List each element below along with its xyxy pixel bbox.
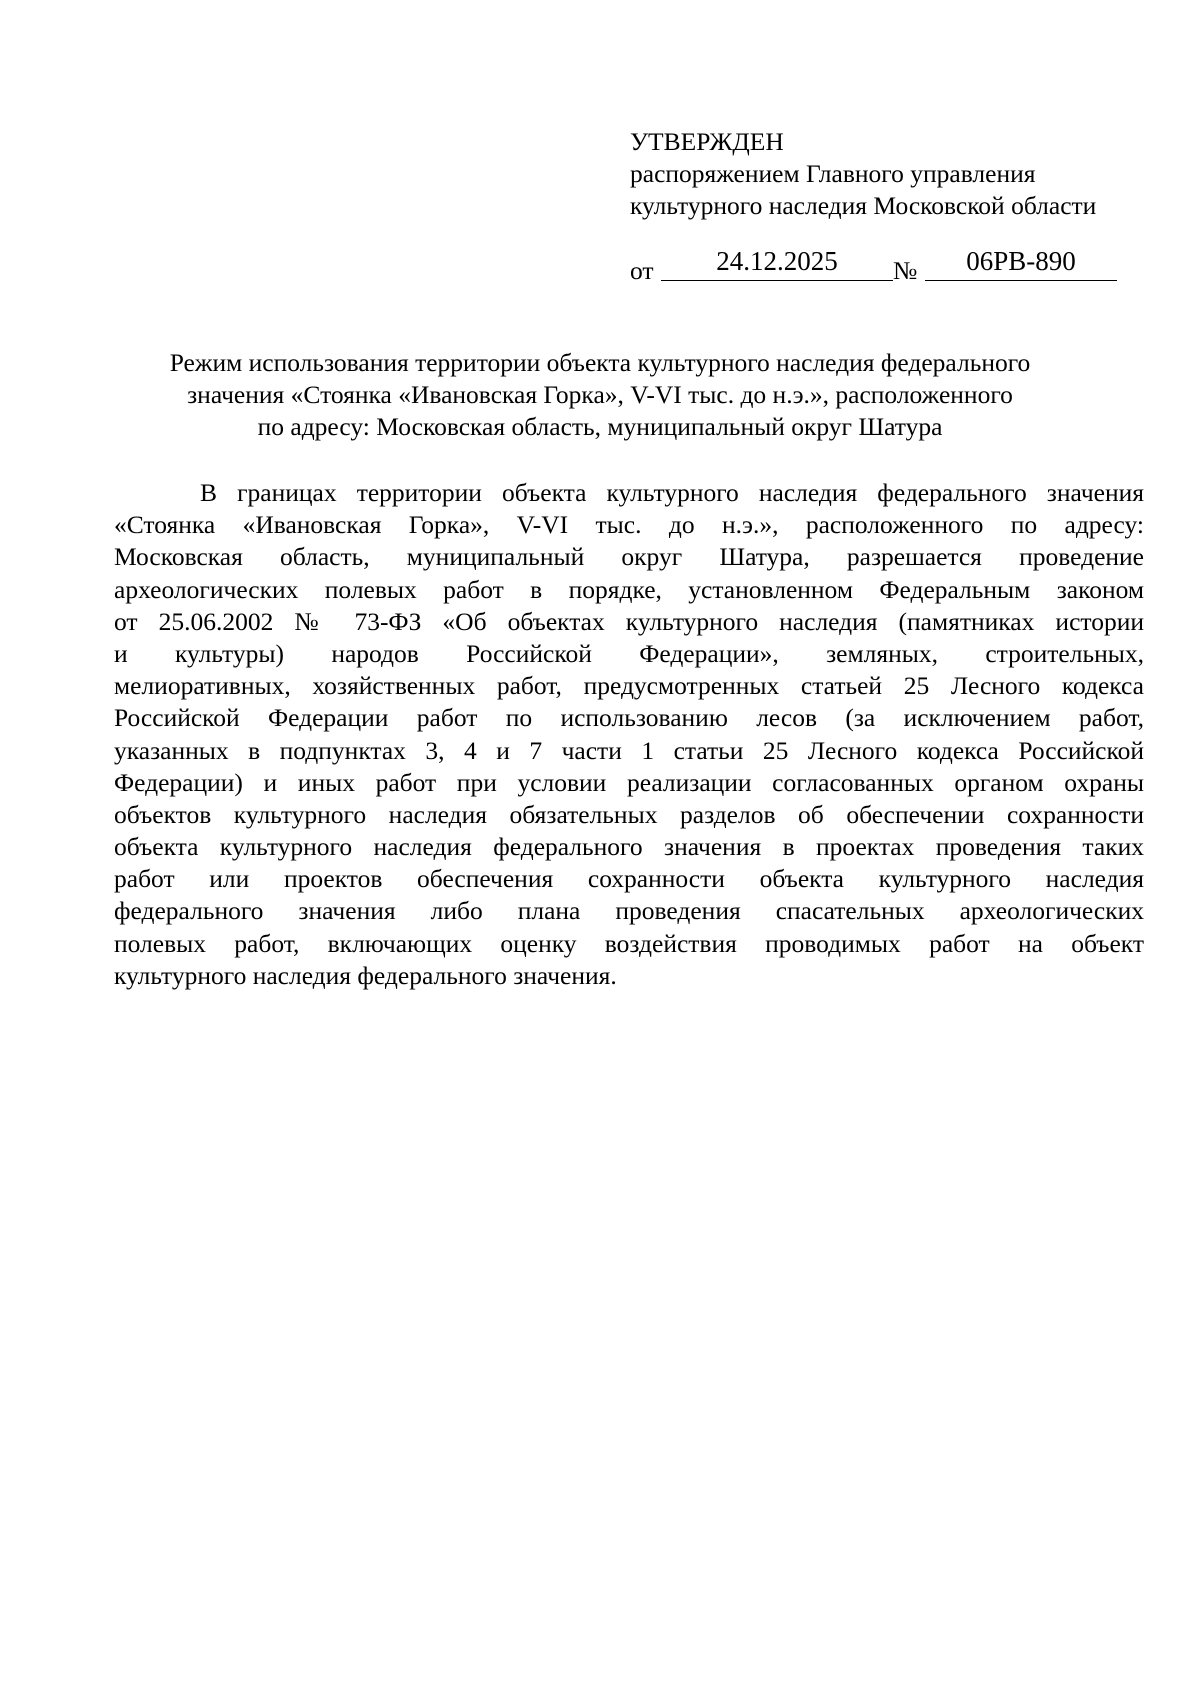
body-line: «Стоянка «Ивановская Горка», V-VI тыс. до н.э.», расположенного по адресу: (114, 510, 1144, 540)
approval-authority-line-2: культурного наследия Московской области (630, 191, 1097, 220)
body-line: Российской Федерации работ по использованию лесов (за исключением работ, (114, 703, 1144, 733)
body-line: и культуры) народов Российской Федерации», земляных, строительных, (114, 638, 1144, 668)
body-line: Московская область, муниципальный округ Шатура, разрешается проведение (114, 542, 1144, 572)
number-prefix: № (893, 256, 918, 285)
body-line: указанных в подпунктах 3, 4 и 7 части 1 статьи 25 Лесного кодекса Российской (114, 735, 1144, 765)
body-line: археологических полевых работ в порядке, установленном Федеральным законом (114, 574, 1144, 604)
title-line-1: Режим использования территории объекта культурного наследия федерального (169, 348, 1031, 377)
document-title (120, 347, 1080, 443)
approval-block (630, 126, 1150, 222)
body-line: от 25.06.2002 № 73-ФЗ «Об объектах культурного наследия (памятниках истории (114, 606, 1144, 636)
title-line-2: значения «Стоянка «Ивановская Горка», V-VI тыс. до н.э.», расположенного (187, 380, 1013, 409)
body-line: В границах территории объекта культурного наследия федерального значения (200, 478, 1144, 507)
body-line: объекта культурного наследия федерального значения в проектах проведения таких (114, 832, 1144, 862)
approval-number: 06РВ-890 (925, 246, 1117, 281)
approval-date-number-row (630, 246, 1120, 286)
body-line: объектов культурного наследия обязательных разделов об обеспечении сохранности (114, 799, 1144, 829)
title-line-3: по адресу: Московская область, муниципальный округ Шатура (257, 412, 943, 441)
approval-heading: УТВЕРЖДЕН (630, 127, 784, 156)
approval-date: 24.12.2025 (661, 246, 893, 281)
body-line: полевых работ, включающих оценку воздействия проводимых работ на объект (114, 928, 1144, 958)
body-line: Федерации) и иных работ при условии реализации согласованных органом охраны (114, 767, 1144, 797)
body-line: культурного наследия федерального значения. (114, 960, 617, 990)
date-prefix: от (630, 256, 654, 285)
body-line: федерального значения либо плана проведения спасательных археологических (114, 896, 1144, 926)
body-line: мелиоративных, хозяйственных работ, предусмотренных статьей 25 Лесного кодекса (114, 671, 1144, 701)
approval-authority-line-1: распоряжением Главного управления (630, 159, 1036, 188)
body-line: работ или проектов обеспечения сохранности объекта культурного наследия (114, 864, 1144, 894)
body-paragraph (114, 477, 1144, 992)
